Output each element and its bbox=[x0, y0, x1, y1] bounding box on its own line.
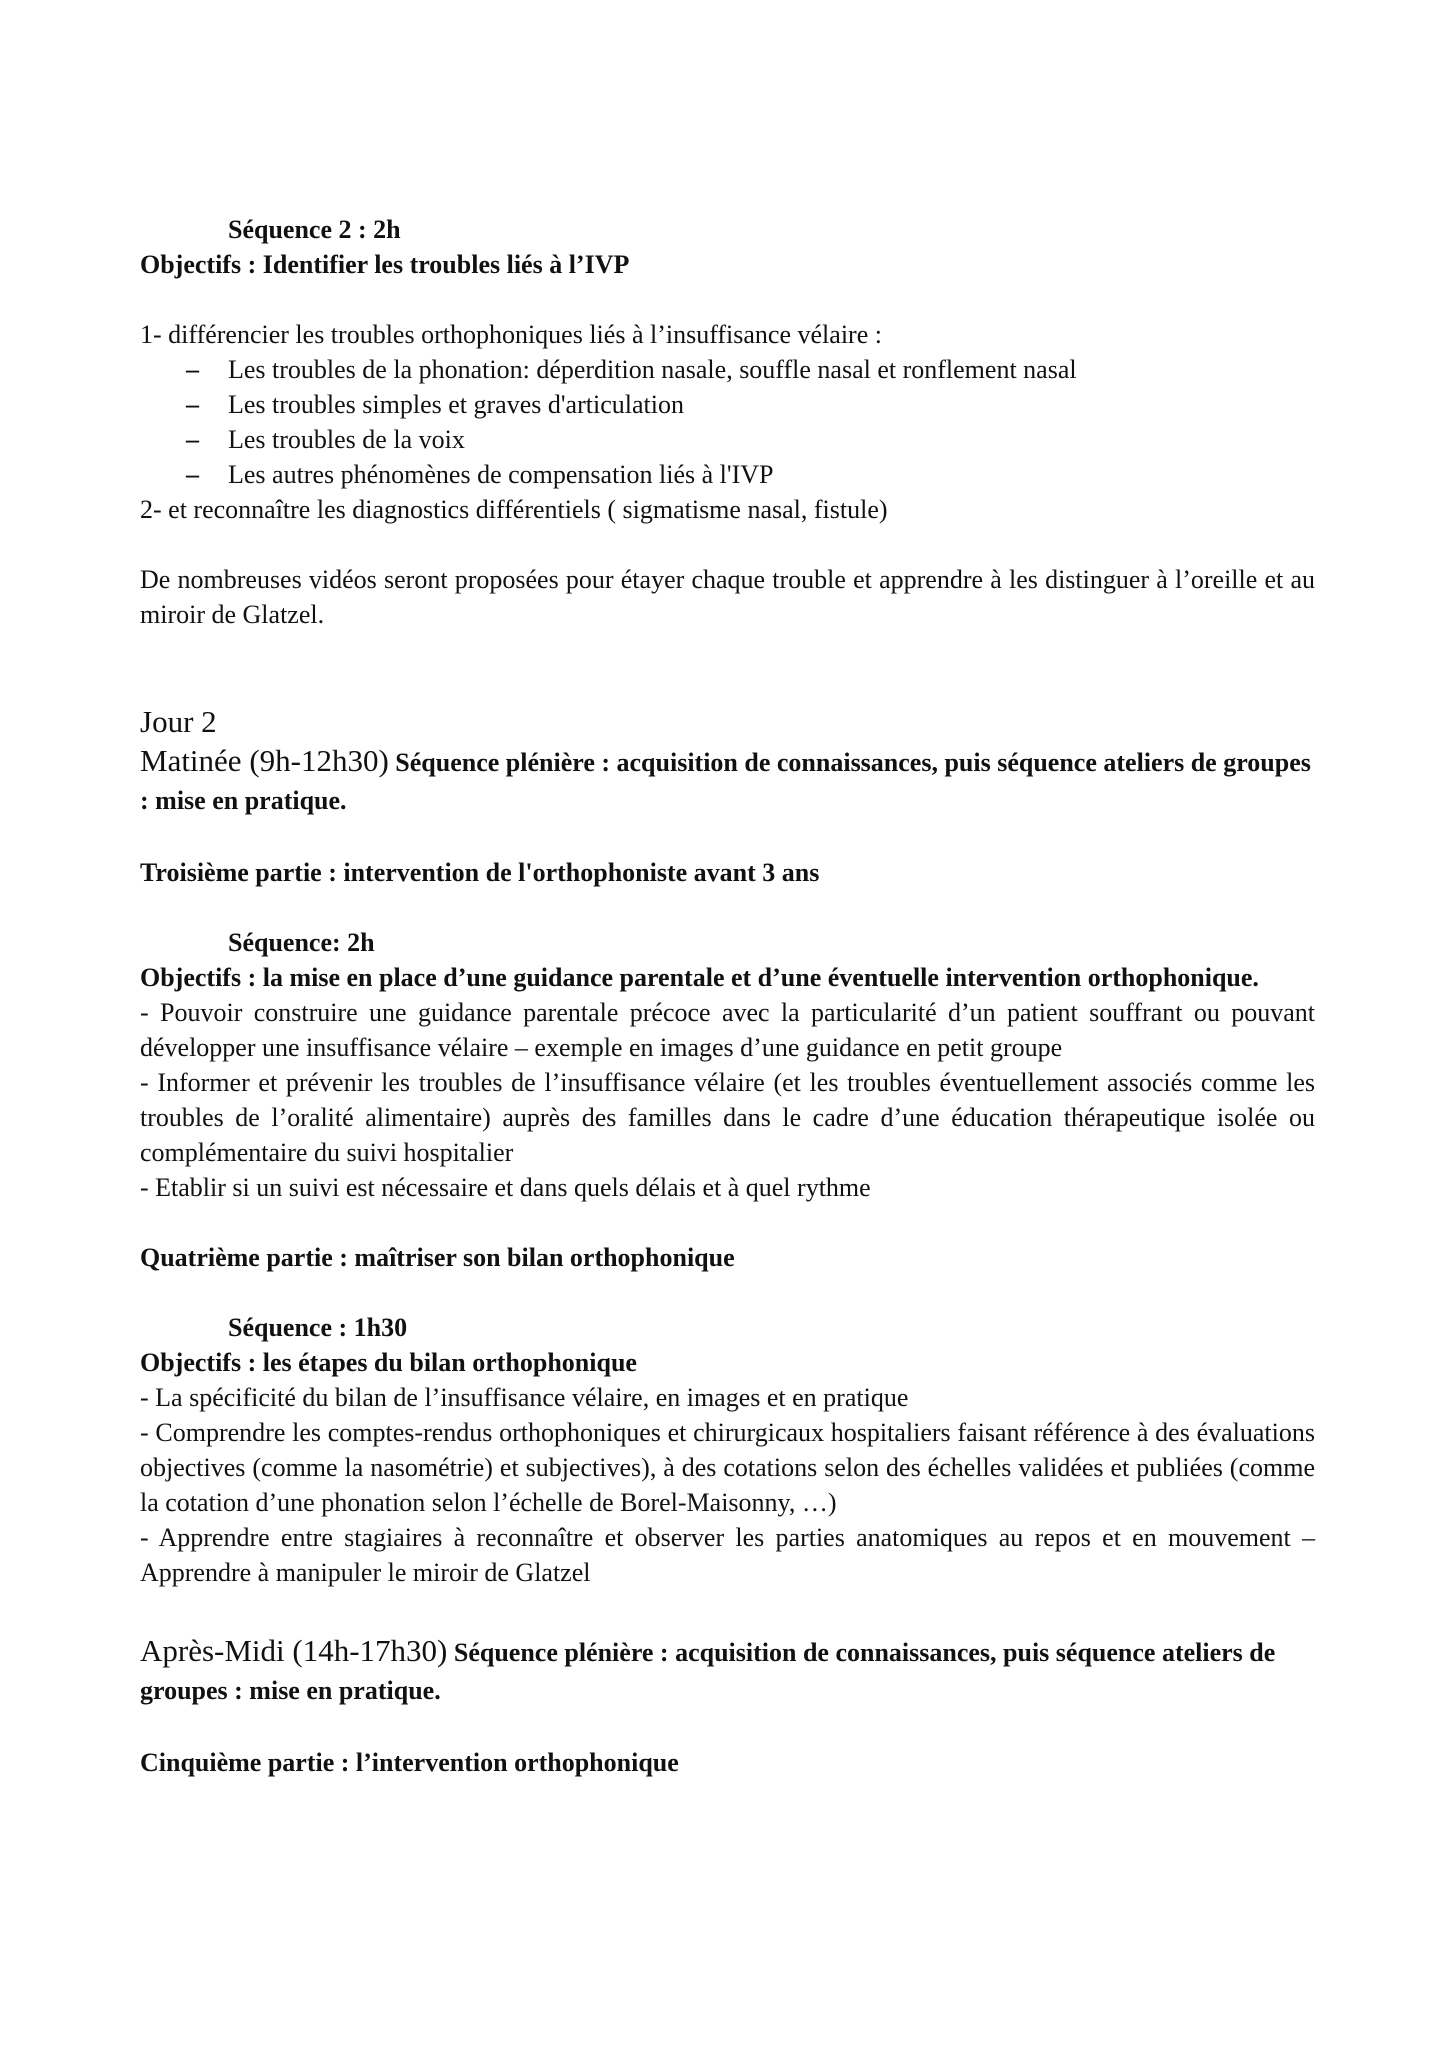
dash-bullet: – bbox=[186, 425, 199, 454]
part-4-line: - La spécificité du bilan de l’insuffisance vélaire, en images et en pratique bbox=[140, 1383, 909, 1412]
dash-bullet: – bbox=[186, 355, 199, 384]
sequence-2-heading: Séquence 2 : 2h bbox=[228, 215, 401, 244]
part-3-line: - Pouvoir construire une guidance parentale précoce avec la particularité d’un patient souffrant ou pouvant développer une insuffisance vélaire – exemple en images d’une guidance en petit groupe bbox=[140, 998, 1315, 1062]
part-4-objectives: Objectifs : les étapes du bilan orthophonique bbox=[140, 1348, 637, 1377]
part-3-objectives: Objectifs : la mise en place d’une guidance parentale et d’une éventuelle intervention orthophonique. bbox=[140, 963, 1259, 992]
part-3-line: - Informer et prévenir les troubles de l’insuffisance vélaire (et les troubles éventuellement associés comme les troubles de l’oralité alimentaire) auprès des familles dans le cadre d’une éducation thérapeutique isolée ou complémentaire du suivi hospitalier bbox=[140, 1068, 1315, 1167]
part-4-line: - Comprendre les comptes-rendus orthophoniques et chirurgicaux hospitaliers faisant référence à des évaluations objectives (comme la nasométrie) et subjectives), à des cotations selon des échelles validées et publiées (comme la cotation d’une phonation selon l’échelle de Borel-Maisonny, …) bbox=[140, 1418, 1315, 1517]
afternoon-session bbox=[140, 1632, 1315, 1710]
list-item: – Les troubles de la phonation: déperdition nasale, souffle nasal et ronflement nasal bbox=[186, 352, 1315, 387]
dash-bullet: – bbox=[186, 390, 199, 419]
afternoon-time: Après-Midi (14h-17h30) bbox=[140, 1633, 448, 1668]
list-item: – Les troubles de la voix bbox=[186, 422, 1315, 457]
part-4-line: - Apprendre entre stagiaires à reconnaître et observer les parties anatomiques au repos et en mouvement – Apprendre à manipuler le miroir de Glatzel bbox=[140, 1523, 1315, 1587]
afternoon-description: Séquence plénière : acquisition de connaissances, puis séquence ateliers de groupes : mise en pratique. bbox=[140, 1638, 1276, 1705]
part-3-sequence: Séquence: 2h bbox=[228, 928, 375, 957]
videos-paragraph: De nombreuses vidéos seront proposées pour étayer chaque trouble et apprendre à les distinguer à l’oreille et au miroir de Glatzel. bbox=[140, 565, 1315, 629]
part-4-heading: Quatrième partie : maîtriser son bilan orthophonique bbox=[140, 1243, 735, 1272]
part-3-heading: Troisième partie : intervention de l'orthophoniste avant 3 ans bbox=[140, 858, 820, 887]
part-5-heading: Cinquième partie : l’intervention orthophonique bbox=[140, 1748, 679, 1777]
list-item: – Les troubles simples et graves d'articulation bbox=[186, 387, 1315, 422]
morning-time: Matinée (9h-12h30) bbox=[140, 743, 389, 778]
morning-session bbox=[140, 742, 1315, 820]
dash-bullet: – bbox=[186, 460, 199, 489]
morning-description: Séquence plénière : acquisition de connaissances, puis séquence ateliers de groupes : mise en pratique. bbox=[140, 748, 1311, 815]
part-3-line: - Etablir si un suivi est nécessaire et dans quels délais et à quel rythme bbox=[140, 1173, 871, 1202]
troubles-list bbox=[140, 352, 1315, 492]
sequence-2-objectives: Objectifs : Identifier les troubles liés à l’IVP bbox=[140, 250, 630, 279]
part-4-sequence: Séquence : 1h30 bbox=[228, 1313, 408, 1342]
sequence-2-item-1: 1- différencier les troubles orthophoniques liés à l’insuffisance vélaire : bbox=[140, 320, 882, 349]
day-2-heading: Jour 2 bbox=[140, 704, 217, 739]
sequence-2-item-2: 2- et reconnaître les diagnostics différentiels ( sigmatisme nasal, fistule) bbox=[140, 495, 888, 524]
list-item: – Les autres phénomènes de compensation liés à l'IVP bbox=[186, 457, 1315, 492]
